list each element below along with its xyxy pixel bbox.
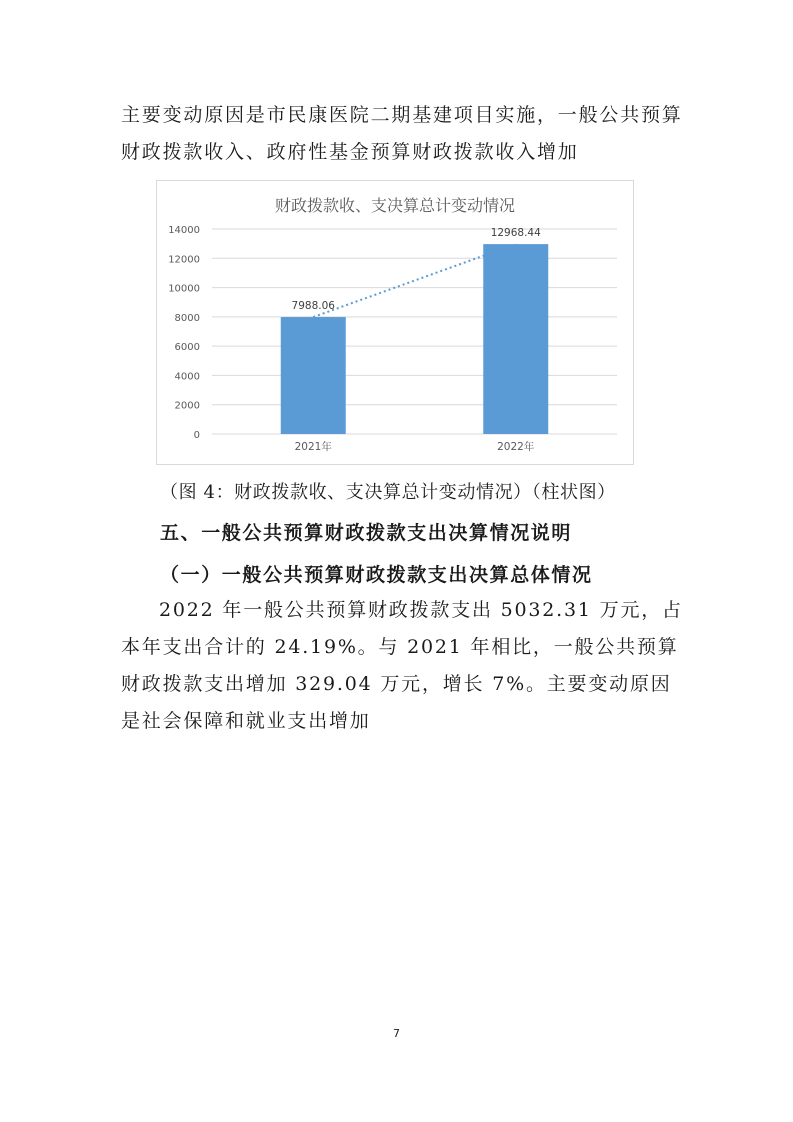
y-tick-label: 10000 — [168, 283, 200, 295]
bar-chart — [156, 180, 634, 465]
x-tick-label: 2021年 — [294, 441, 332, 453]
y-tick-label: 8000 — [174, 312, 200, 324]
bar-value-label: 7988.06 — [291, 300, 335, 313]
chart-title: 财政拨款收、支决算总计变动情况 — [274, 196, 516, 215]
figure-caption: （图 4：财政拨款收、支决算总计变动情况）（柱状图） — [160, 482, 616, 503]
y-tick-label: 4000 — [174, 371, 200, 383]
y-tick-label: 0 — [193, 430, 200, 441]
section-heading: 五、一般公共预算财政拨款支出决算情况说明 — [160, 522, 573, 544]
body-paragraph: 2022 年一般公共预算财政拨款支出 5032.31 万元，占本年支出合计的 24.19%。与 2021 年相比，一般公共预算财政拨款支出增加 329.04 万元，增长 7%。主要变动原因是社会保障和就业支出增加 — [121, 599, 683, 732]
subsection-heading: （一）一般公共预算财政拨款支出决算总体情况 — [160, 564, 593, 586]
y-tick-label: 14000 — [168, 225, 200, 236]
bar — [483, 244, 548, 434]
bar — [281, 317, 346, 434]
page-number: 7 — [393, 1027, 400, 1040]
y-tick-label: 12000 — [168, 254, 200, 266]
x-tick-label: 2022年 — [497, 441, 535, 453]
intro-paragraph: 主要变动原因是市民康医院二期基建项目实施，一般公共预算财政拨款收入、政府性基金预算财政拨款收入增加 — [121, 104, 683, 163]
y-tick-label: 6000 — [174, 342, 200, 354]
bar-chart-svg — [157, 181, 633, 464]
y-tick-label: 2000 — [174, 400, 200, 412]
bar-value-label: 12968.44 — [490, 227, 541, 240]
